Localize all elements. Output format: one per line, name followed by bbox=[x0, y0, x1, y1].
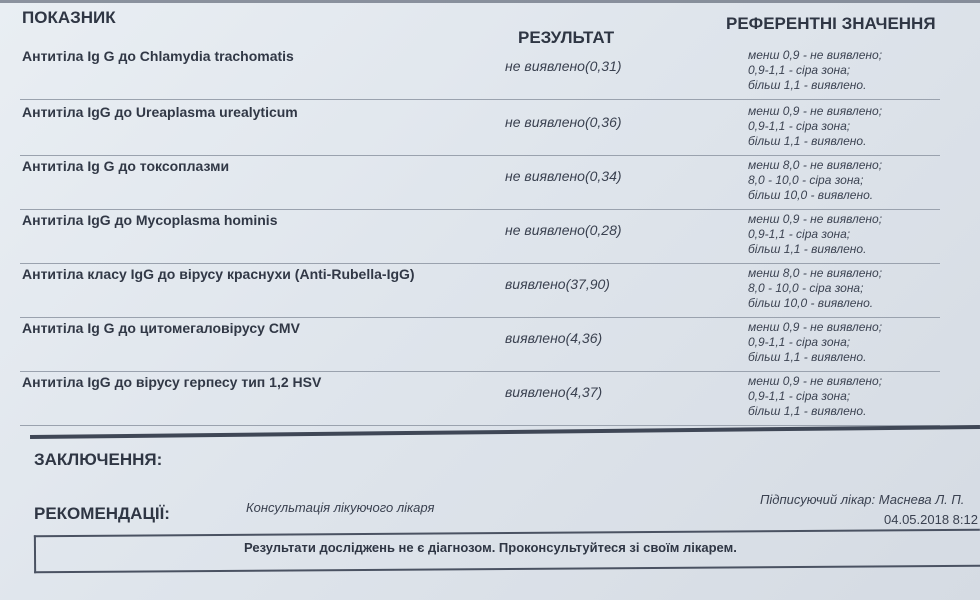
indicator-name: Антитіла IgG до Mycoplasma hominis bbox=[22, 212, 278, 228]
result-value: виявлено(37,90) bbox=[505, 276, 610, 292]
row-divider bbox=[20, 155, 940, 156]
reference-line: 8,0 - 10,0 - сіра зона; bbox=[748, 173, 864, 187]
indicator-name: Антитіла Ig G до токсоплазми bbox=[22, 158, 230, 174]
reference-line: 0,9-1,1 - сіра зона; bbox=[748, 119, 851, 133]
reference-line: більш 1,1 - виявлено. bbox=[748, 78, 867, 92]
header-reference: РЕФЕРЕНТНІ ЗНАЧЕННЯ bbox=[726, 14, 936, 33]
row-divider bbox=[20, 99, 940, 100]
section-divider bbox=[30, 425, 980, 439]
table-row bbox=[0, 48, 980, 100]
recommendations-label: РЕКОМЕНДАЦІЇ: bbox=[34, 504, 170, 523]
indicator-name: Антитіла IgG до вірусу герпесу тип 1,2 HSV bbox=[22, 374, 322, 390]
result-value: не виявлено(0,34) bbox=[505, 168, 622, 184]
indicator-name: Антитіла Ig G до Chlamydia trachomatis bbox=[22, 48, 294, 64]
top-border bbox=[0, 0, 980, 3]
reference-line: 8,0 - 10,0 - сіра зона; bbox=[748, 281, 864, 295]
reference-values bbox=[748, 266, 882, 311]
reference-line: більш 10,0 - виявлено. bbox=[748, 296, 874, 310]
indicator-name: Антитіла IgG до Ureaplasma urealyticum bbox=[22, 104, 298, 120]
table-row bbox=[0, 158, 980, 210]
reference-line: менш 0,9 - не виявлено; bbox=[748, 320, 883, 334]
reference-line: більш 1,1 - виявлено. bbox=[748, 242, 867, 256]
table-row bbox=[0, 374, 980, 426]
row-divider bbox=[20, 371, 940, 372]
reference-line: більш 1,1 - виявлено. bbox=[748, 404, 867, 418]
result-value: виявлено(4,36) bbox=[505, 330, 603, 346]
reference-values bbox=[748, 158, 882, 203]
indicator-name: Антитіла Ig G до цитомегаловірусу CMV bbox=[22, 320, 300, 336]
disclaimer-text: Результати досліджень не є діагнозом. Проконсультуйтеся зі своїм лікарем. bbox=[244, 540, 737, 555]
reference-values bbox=[748, 320, 882, 365]
reference-line: 0,9-1,1 - сіра зона; bbox=[748, 63, 851, 77]
reference-line: 0,9-1,1 - сіра зона; bbox=[748, 227, 851, 241]
reference-values bbox=[748, 212, 882, 257]
result-value: не виявлено(0,36) bbox=[505, 114, 622, 130]
result-value: не виявлено(0,28) bbox=[505, 222, 622, 238]
reference-line: 0,9-1,1 - сіра зона; bbox=[748, 335, 851, 349]
table-row bbox=[0, 266, 980, 318]
signing-doctor: Підписуючий лікар: Маснева Л. П. bbox=[760, 492, 965, 507]
row-divider bbox=[20, 317, 940, 318]
table-row bbox=[0, 212, 980, 264]
reference-line: більш 10,0 - виявлено. bbox=[748, 188, 874, 202]
reference-line: менш 0,9 - не виявлено; bbox=[748, 48, 883, 62]
reference-line: менш 0,9 - не виявлено; bbox=[748, 374, 883, 388]
result-value: не виявлено(0,31) bbox=[505, 58, 622, 74]
result-value: виявлено(4,37) bbox=[505, 384, 603, 400]
report-date: 04.05.2018 8:12 bbox=[884, 512, 978, 527]
header-result: РЕЗУЛЬТАТ bbox=[518, 28, 615, 47]
reference-values bbox=[748, 104, 882, 149]
reference-line: менш 0,9 - не виявлено; bbox=[748, 212, 883, 226]
header-indicator: ПОКАЗНИК bbox=[22, 8, 116, 27]
table-row bbox=[0, 104, 980, 156]
reference-line: менш 8,0 - не виявлено; bbox=[748, 158, 883, 172]
conclusion-label: ЗАКЛЮЧЕННЯ: bbox=[34, 450, 163, 469]
reference-line: більш 1,1 - виявлено. bbox=[748, 350, 867, 364]
table-row bbox=[0, 320, 980, 372]
reference-line: менш 0,9 - не виявлено; bbox=[748, 104, 883, 118]
row-divider bbox=[20, 425, 940, 426]
reference-line: більш 1,1 - виявлено. bbox=[748, 134, 867, 148]
recommendations-value: Консультація лікуючого лікаря bbox=[246, 500, 435, 515]
row-divider bbox=[20, 209, 940, 210]
indicator-name: Антитіла класу IgG до вірусу краснухи (Anti-Rubella-IgG) bbox=[22, 266, 415, 282]
reference-values bbox=[748, 374, 882, 419]
reference-line: 0,9-1,1 - сіра зона; bbox=[748, 389, 851, 403]
reference-line: менш 8,0 - не виявлено; bbox=[748, 266, 883, 280]
row-divider bbox=[20, 263, 940, 264]
reference-values bbox=[748, 48, 882, 93]
